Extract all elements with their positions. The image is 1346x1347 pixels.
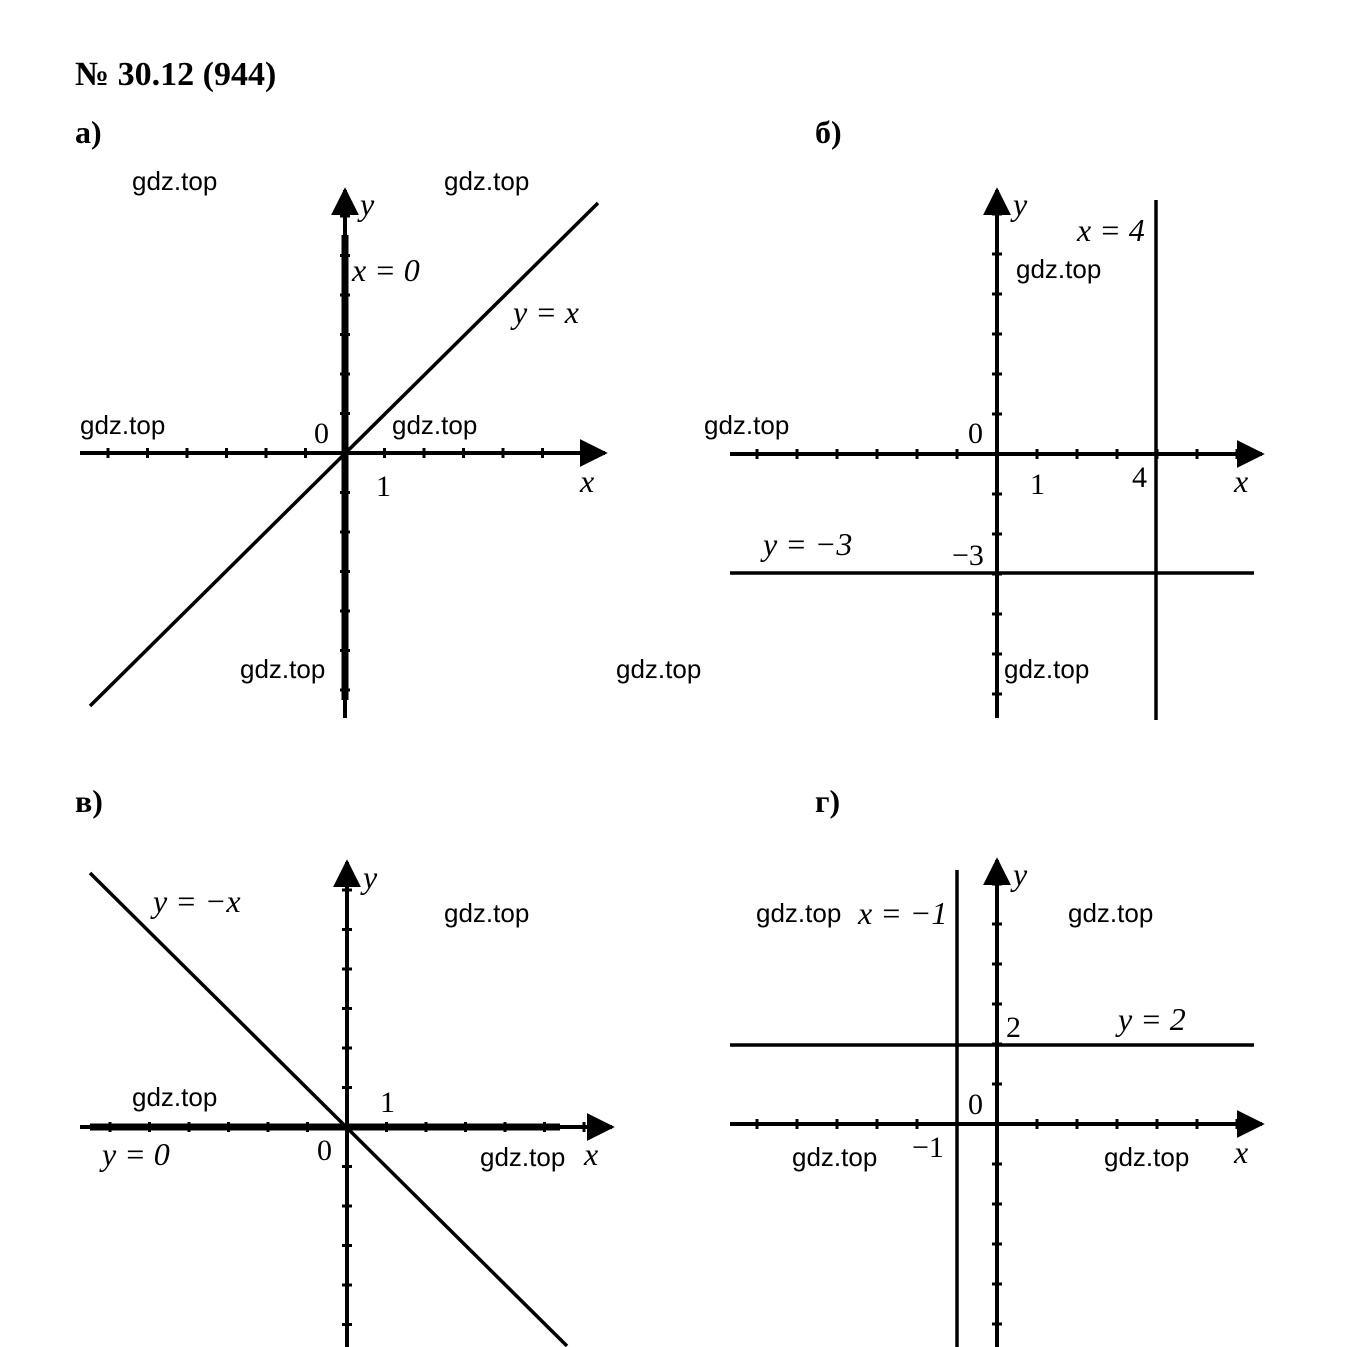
watermark: gdz.top [80,410,166,440]
panel-c-origin: 0 [317,1134,332,1167]
panel-c-eq-y-minus-x: y = −x [153,883,241,919]
watermark: gdz.top [132,166,218,196]
watermark: gdz.top [756,898,842,928]
watermark: gdz.top [1004,654,1090,684]
panel-c-y-label: y [363,859,378,895]
panel-c-x-label: x [584,1136,599,1172]
panel-d-y-label: y [1013,856,1028,892]
panel-b-label: б) [815,114,842,150]
panel-b-unit: 1 [1030,468,1045,501]
panel-b-y-label: y [1013,186,1028,222]
watermark: gdz.top [704,410,790,440]
panel-a [75,114,605,718]
watermark: gdz.top [1016,254,1102,284]
panel-a-unit: 1 [376,470,391,503]
panel-a-eq-x0: x = 0 [352,252,420,288]
panel-a-x-label: x [580,463,595,499]
exercise-title: № 30.12 (944) [75,56,277,93]
panel-c-unit: 1 [380,1086,395,1119]
panel-d-eq-y2: y = 2 [1118,1001,1186,1037]
panel-b-mark-4: 4 [1132,461,1147,494]
watermark: gdz.top [480,1142,566,1172]
watermark: gdz.top [444,166,530,196]
panel-d-mark-2: 2 [1006,1011,1021,1044]
panel-d-label: г) [815,783,841,819]
panel-b [616,114,1262,720]
panel-a-label: а) [75,114,102,150]
panel-b-eq-y-minus3: y = −3 [763,526,853,562]
watermark: gdz.top [1068,898,1154,928]
panel-c-label: в) [75,783,103,819]
panel-d [730,783,1262,1347]
panel-b-origin: 0 [968,417,983,450]
panel-b-x-label: x [1234,463,1249,499]
panel-d-x-label: x [1234,1134,1249,1170]
watermark: gdz.top [444,898,530,928]
watermark: gdz.top [240,654,326,684]
watermark: gdz.top [1104,1142,1190,1172]
watermark: gdz.top [792,1142,878,1172]
panel-c-eq-y0: y = 0 [102,1136,170,1172]
watermark: gdz.top [616,654,702,684]
panel-b-eq-x4: x = 4 [1077,212,1145,248]
watermark: gdz.top [392,410,478,440]
panel-c [75,783,612,1347]
panel-d-eq-x-minus1: x = −1 [858,895,948,931]
watermark: gdz.top [132,1082,218,1112]
panel-a-eq-yx: y = x [513,294,579,330]
panel-b-mark-minus3: −3 [952,539,984,572]
panel-a-origin: 0 [314,417,329,450]
panel-a-y-label: y [360,186,375,222]
panel-d-origin: 0 [968,1088,983,1121]
panel-d-mark-minus1: −1 [912,1131,944,1164]
